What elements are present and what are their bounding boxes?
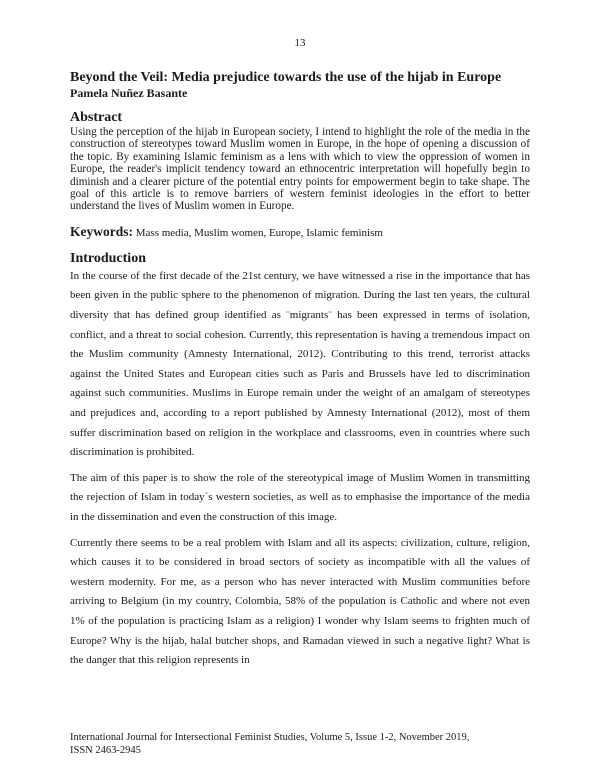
keywords (70, 225, 530, 240)
introduction-heading: Introduction (70, 250, 146, 266)
page-number: 13 (294, 37, 306, 49)
page-footer (70, 731, 540, 757)
article-author: Pamela Nuñez Basante (70, 86, 188, 100)
abstract-heading: Abstract (70, 110, 123, 125)
footer-journal: International Journal for Intersectional Feminist Studies, Volume 5, Issue 1-2, November 2019, (70, 732, 470, 743)
introduction-paragraph: In the course of the first decade of the 21st century, we have witnessed a rise in the importance that has been given in the public sphere to the phenomenon of migration. During the last ten years, the cultural diversity that has defined group identified as ¨migrants¨ has been expressed in terms of isolation, conflict, and a threat to social cohesion. Currently, this representation is having a tremendous impact on the Muslim community (Amnesty International, 2012). Contributing to this trend, terrorist attacks against the United States and European cities such as Paris and Brussels have led to discrimination against such communities. Muslims in Europe remain under the weight of an amalgam of stereotypes and prejudices and, according to a report published by Amnesty International (2012), most of them suffer discrimination based on religion in the workplace and classrooms, even in countries where such discrimination is prohibited. (70, 269, 530, 459)
footer-issn: ISSN 2463-2945 (70, 745, 141, 756)
introduction-paragraph: The aim of this paper is to show the role of the stereotypical image of Muslim Women in transmitting the rejection of Islam in today´s western societies, as well as to emphasise the importance of the media in the dissemination and even the construction of this image. (70, 471, 530, 523)
article-title: Beyond the Veil: Media prejudice towards the use of the hijab in Europe (70, 70, 502, 85)
introduction-body (70, 267, 530, 671)
keywords-label: Keywords: (70, 223, 133, 239)
article-body (70, 70, 530, 671)
introduction-paragraph: Currently there seems to be a real problem with Islam and all its aspects: civilization, culture, religion, which causes it to be considered in broad sectors of society as incompatible with all the values of western modernity. For me, as a person who has never interacted with Muslim communities before arriving to Belgium (in my country, Colombia, 58% of the population is Catholic and where not even 1% of the population is practicing Islam as a religion) I wonder why Islam seems to frighten much of Europe? Why is the hijab, halal butcher shops, and Ramadan viewed in such a negative light? What is the danger that this religion represents in (70, 536, 530, 667)
keywords-value: Mass media, Muslim women, Europe, Islamic feminism (135, 226, 383, 239)
abstract-text: Using the perception of the hijab in European society, I intend to highlight the role of the media in the construction of stereotypes toward Muslim women in Europe, in the hope of opening a discussion of the topic. By examining Islamic feminism as a lens with which to view the oppression of women in Europe, the reader's implicit tendency toward an ethnocentric interpretation will hopefully begin to diminish and a clearer picture of the potential entry points for empowerment begin to take shape. The goal of this article is to remove barriers of western feminist ideologies in the effort to better understand the lives of Muslim women in Europe. (70, 126, 530, 213)
